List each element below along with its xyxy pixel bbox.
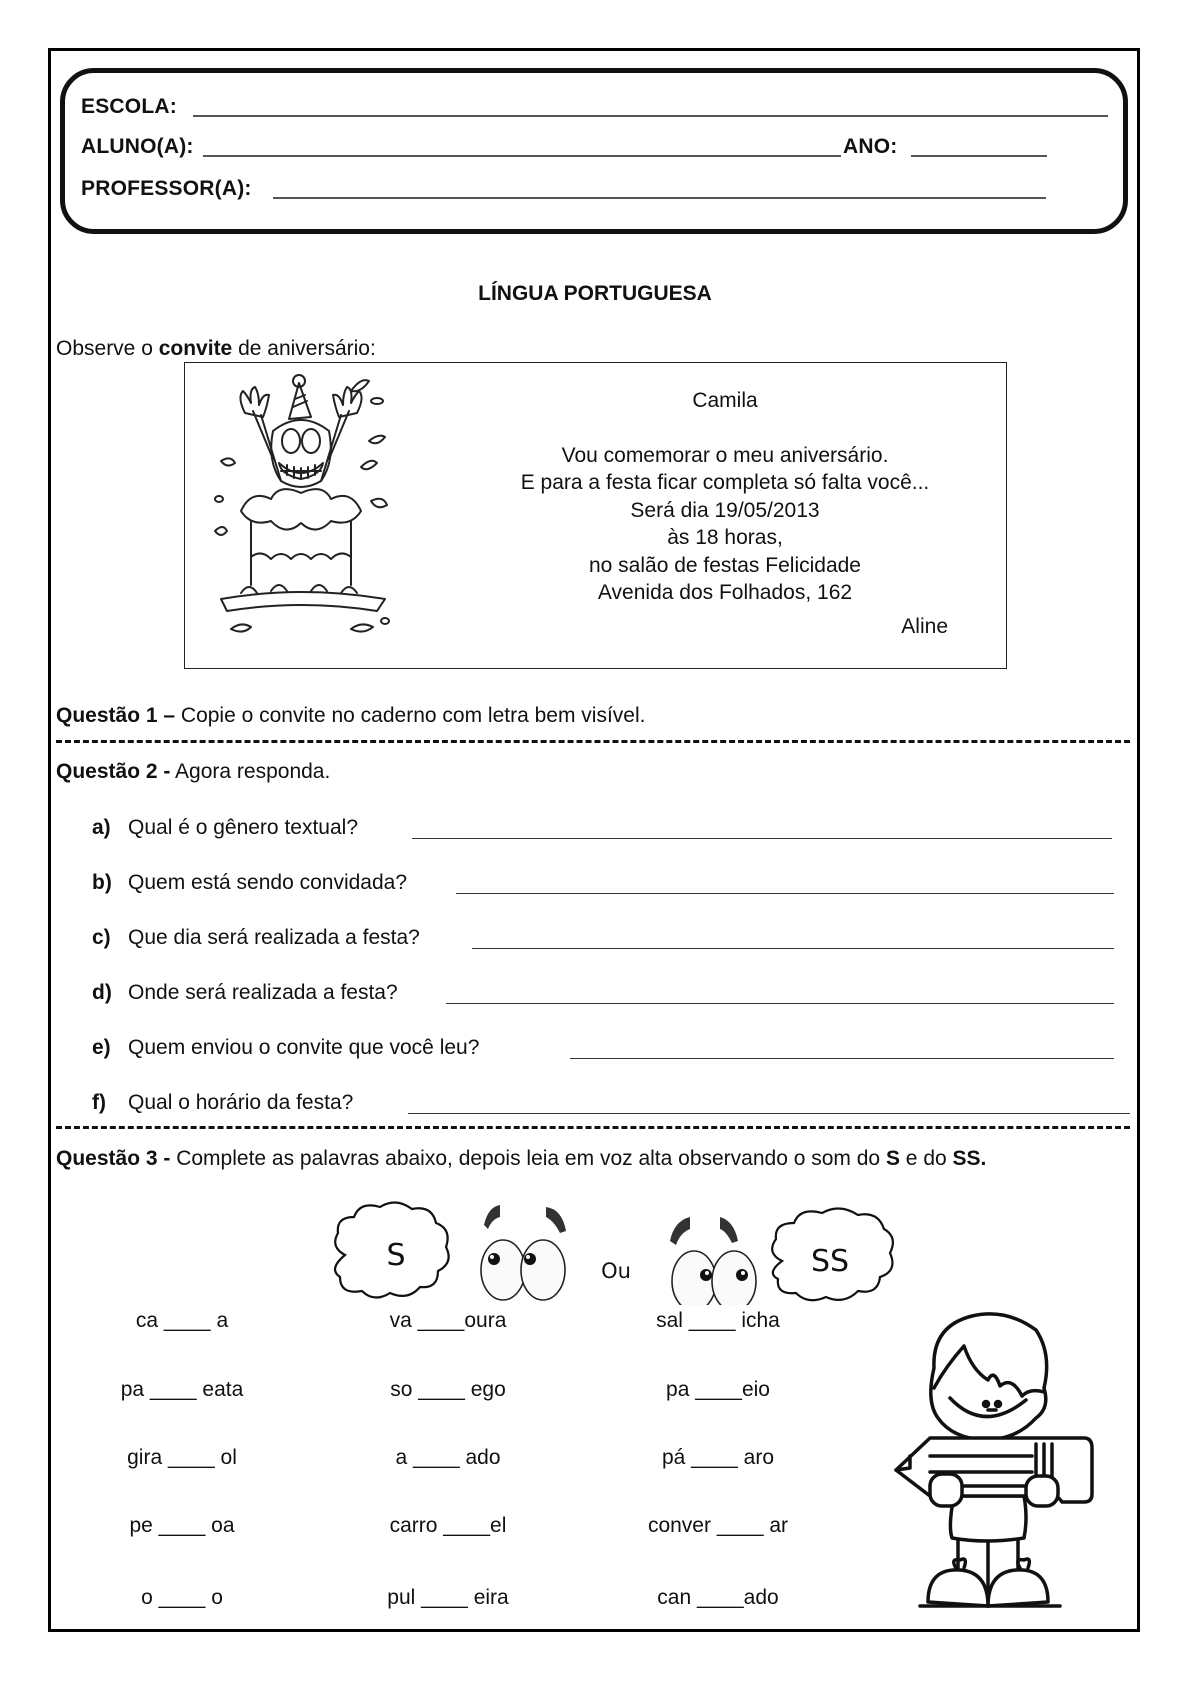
invitation-line: Vou comemorar o meu aniversário. bbox=[561, 443, 889, 467]
answer-line-f[interactable] bbox=[408, 1113, 1130, 1114]
question-2a bbox=[92, 816, 358, 840]
word-item[interactable]: pá ____ aro bbox=[661, 1446, 775, 1469]
answer-line-d[interactable] bbox=[446, 1003, 1114, 1004]
item-letter: c) bbox=[92, 926, 111, 949]
word-item[interactable]: a ____ ado bbox=[395, 1446, 501, 1469]
invitation-line: Será dia 19/05/2013 bbox=[630, 498, 820, 522]
word-item[interactable]: so ____ ego bbox=[390, 1378, 506, 1401]
invitation-line: E para a festa ficar completa só falta você... bbox=[520, 471, 930, 494]
invitation-signature: Aline bbox=[901, 615, 948, 638]
question-3-bold-ss: SS. bbox=[952, 1147, 987, 1170]
teacher-field[interactable] bbox=[273, 197, 1046, 199]
question-1 bbox=[56, 704, 645, 728]
school-label: ESCOLA: bbox=[81, 95, 177, 118]
teacher-label: PROFESSOR(A): bbox=[81, 177, 252, 200]
question-1-label: Questão 1 – bbox=[56, 704, 176, 727]
student-info-box bbox=[60, 68, 1128, 234]
question-2-text: Agora responda. bbox=[170, 760, 331, 783]
question-3-text-a: Complete as palavras abaixo, depois leia em voz alta observando o som do bbox=[170, 1147, 886, 1170]
invitation-text bbox=[475, 387, 975, 607]
word-item[interactable]: ca ____ a bbox=[135, 1309, 229, 1332]
invitation-line: no salão de festas Felicidade bbox=[588, 553, 861, 577]
word-item[interactable]: pa ____ eata bbox=[120, 1378, 244, 1401]
cloud-left-label: S bbox=[386, 1238, 406, 1273]
invitation-line: Avenida dos Folhados, 162 bbox=[597, 581, 853, 604]
word-item[interactable]: pe ____ oa bbox=[129, 1514, 235, 1537]
student-label: ALUNO(A): bbox=[81, 135, 194, 158]
word-item[interactable]: conver ____ ar bbox=[647, 1514, 789, 1537]
intro-bold: convite bbox=[158, 337, 233, 360]
or-label: Ou bbox=[601, 1259, 631, 1283]
eyes-right-icon bbox=[670, 1217, 756, 1305]
eyes-left-icon bbox=[481, 1205, 566, 1300]
answer-line-e[interactable] bbox=[570, 1058, 1114, 1059]
invitation-recipient: Camila bbox=[692, 389, 758, 412]
school-field[interactable] bbox=[193, 115, 1108, 117]
boy-with-pencil-illustration bbox=[876, 1306, 1096, 1636]
answer-line-c[interactable] bbox=[472, 948, 1114, 949]
question-2-label: Questão 2 - bbox=[56, 760, 171, 783]
year-label: ANO: bbox=[843, 135, 898, 158]
item-text: Onde será realizada a festa? bbox=[128, 981, 398, 1004]
word-item[interactable]: sal ____ icha bbox=[656, 1309, 780, 1332]
word-item[interactable]: pul ____ eira bbox=[387, 1586, 509, 1609]
question-3-label: Questão 3 - bbox=[56, 1147, 171, 1170]
question-2f bbox=[92, 1091, 353, 1115]
invitation-card bbox=[184, 362, 1007, 669]
question-3-bold-s: S bbox=[885, 1147, 900, 1170]
garfield-cake-illustration bbox=[201, 371, 401, 651]
item-letter: a) bbox=[92, 816, 111, 839]
dashed-divider bbox=[56, 740, 1130, 743]
question-2d bbox=[92, 981, 398, 1005]
word-item[interactable]: pa ____eio bbox=[666, 1378, 770, 1401]
intro-text bbox=[56, 337, 376, 361]
word-item[interactable]: carro ____el bbox=[389, 1514, 507, 1537]
item-text: Qual o horário da festa? bbox=[128, 1091, 354, 1114]
question-3 bbox=[56, 1147, 986, 1171]
item-text: Qual é o gênero textual? bbox=[128, 816, 358, 839]
intro-suffix: de aniversário: bbox=[232, 337, 376, 360]
item-letter: d) bbox=[92, 981, 112, 1004]
word-item[interactable]: o ____ o bbox=[141, 1586, 223, 1609]
question-2b bbox=[92, 871, 407, 895]
question-3-text-b: e do bbox=[899, 1147, 953, 1170]
cloud-right-label: SS bbox=[810, 1244, 850, 1279]
item-text: Quem está sendo convidada? bbox=[128, 871, 408, 894]
answer-line-b[interactable] bbox=[456, 893, 1114, 894]
item-text: Quem enviou o convite que você leu? bbox=[128, 1036, 480, 1059]
question-2 bbox=[56, 760, 330, 784]
page-title: LÍNGUA PORTUGUESA bbox=[478, 282, 712, 305]
item-letter: e) bbox=[92, 1036, 111, 1059]
year-field[interactable] bbox=[911, 155, 1047, 157]
item-text: Que dia será realizada a festa? bbox=[128, 926, 420, 949]
question-2e bbox=[92, 1036, 479, 1060]
dashed-divider bbox=[56, 1126, 1130, 1129]
answer-line-a[interactable] bbox=[412, 838, 1112, 839]
s-or-ss-illustration bbox=[0, 1195, 1190, 1305]
item-letter: f) bbox=[92, 1091, 106, 1114]
word-item[interactable]: can ____ado bbox=[657, 1586, 779, 1609]
invitation-line: às 18 horas, bbox=[667, 526, 783, 549]
word-item[interactable]: gira ____ ol bbox=[127, 1446, 237, 1469]
item-letter: b) bbox=[92, 871, 112, 894]
question-1-text: Copie o convite no caderno com letra bem visível. bbox=[175, 704, 646, 727]
question-2c bbox=[92, 926, 420, 950]
student-field[interactable] bbox=[203, 155, 841, 157]
intro-prefix: Observe o bbox=[56, 337, 159, 360]
word-item[interactable]: va ____oura bbox=[389, 1309, 507, 1332]
